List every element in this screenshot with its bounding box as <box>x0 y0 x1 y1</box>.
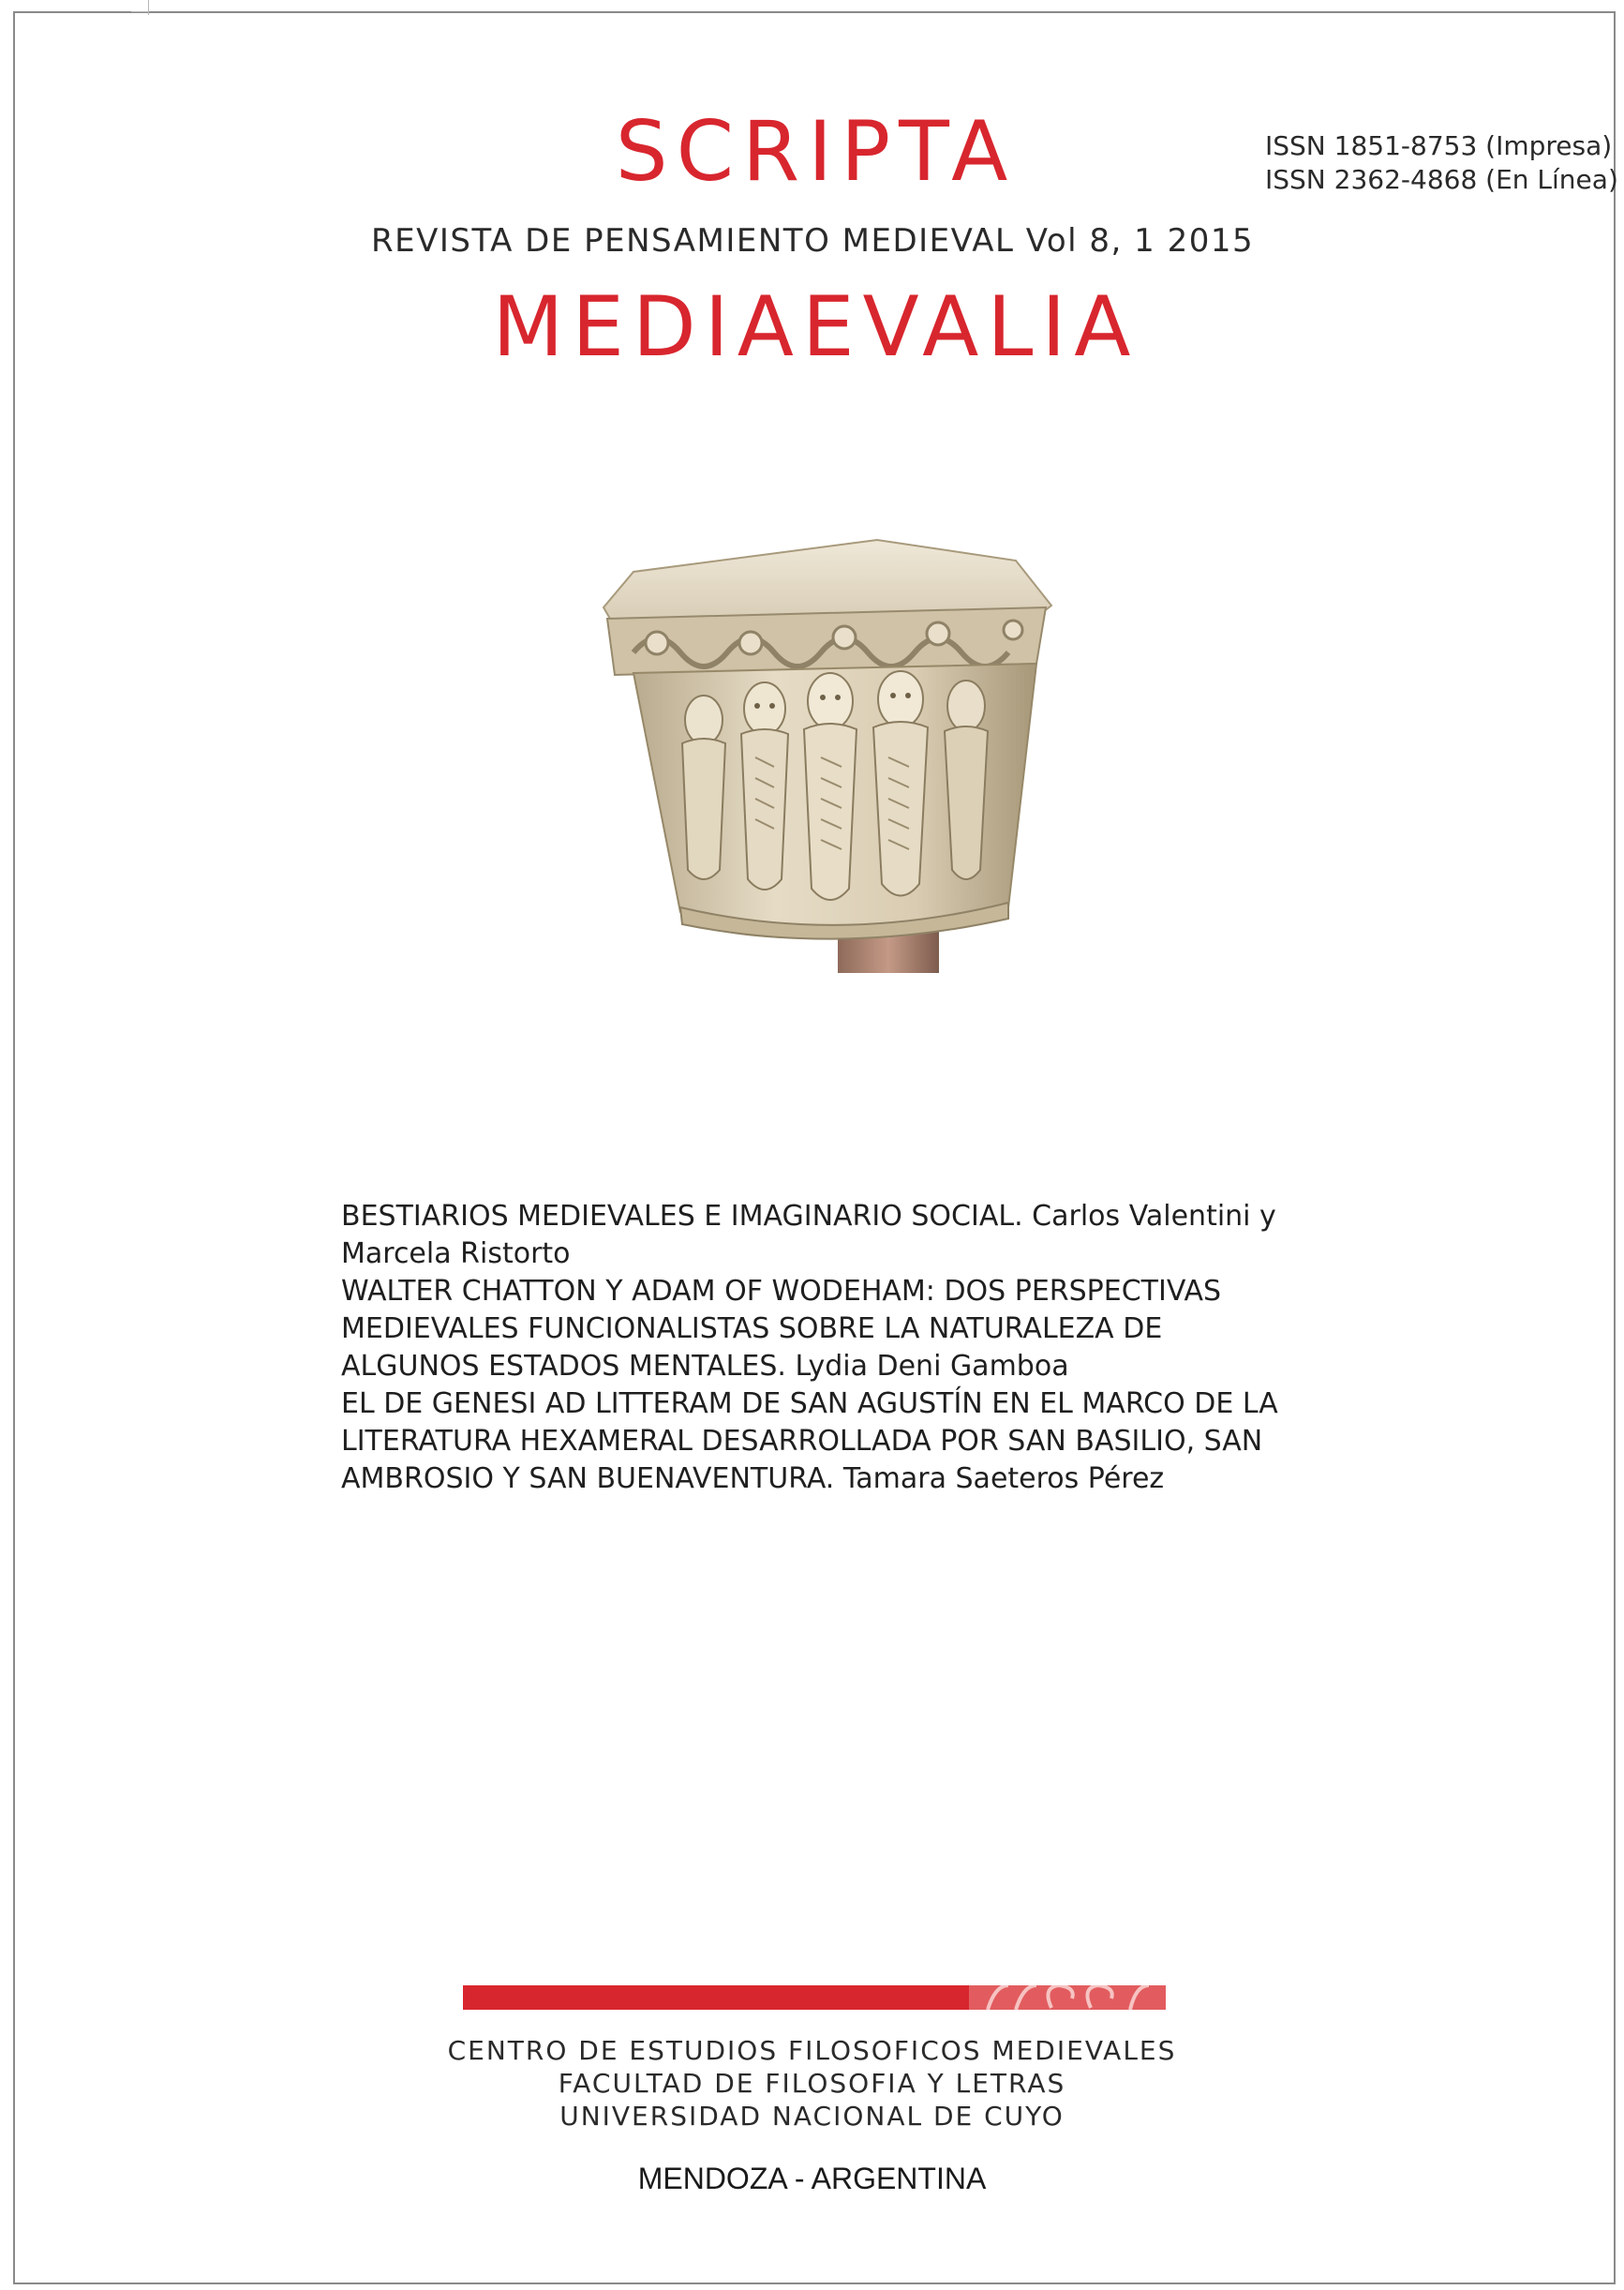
toc-entry <box>341 1385 1297 1498</box>
issn-print: ISSN 1851-8753 (Impresa) <box>1265 130 1613 161</box>
article-title: WALTER CHATTON Y ADAM OF WODEHAM: DOS PERSPECTIVAS MEDIEVALES FUNCIONALISTAS SOBRE LA NATURALEZA DE ALGUNOS ESTADOS MENTALES. <box>341 1275 1222 1383</box>
institution-university: UNIVERSIDAD NACIONAL DE CUYO <box>559 2101 1065 2132</box>
article-authors: Tamara Saeteros Pérez <box>842 1462 1165 1495</box>
issn-block <box>1265 129 1618 197</box>
journal-title-mediaevalia: MEDIAEVALIA <box>492 278 1140 375</box>
article-title: EL DE GENESI AD LITTERAM DE SAN AGUSTÍN EN EL MARCO DE LA LITERATURA HEXAMERAL DESARROLLADA POR SAN BASILIO, SAN AMBROSIO Y SAN BUENAVENTURA. <box>341 1387 1278 1495</box>
article-authors: Lydia Deni Gamboa <box>795 1350 1069 1383</box>
decorative-red-bar <box>463 1985 1166 2010</box>
journal-subtitle: REVISTA DE PENSAMIENTO MEDIEVAL Vol 8, 1 2015 <box>371 222 1255 260</box>
institution-faculty: FACULTAD DE FILOSOFIA Y LETRAS <box>558 2068 1066 2099</box>
journal-title-scripta: SCRIPTA <box>615 103 1017 200</box>
institution-center: CENTRO DE ESTUDIOS FILOSOFICOS MEDIEVALES <box>447 2035 1177 2066</box>
romanesque-capital-icon <box>596 532 1055 973</box>
toc-entry <box>341 1198 1297 1273</box>
article-title: BESTIARIOS MEDIEVALES E IMAGINARIO SOCIAL. <box>341 1200 1023 1233</box>
table-of-contents <box>341 1198 1297 1498</box>
toc-entry <box>341 1273 1297 1385</box>
publication-place: MENDOZA - ARGENTINA <box>637 2162 987 2195</box>
crop-mark <box>148 0 149 15</box>
article-authors: Carlos Valentini y Marcela Ristorto <box>341 1200 1276 1270</box>
crop-mark <box>131 11 148 12</box>
issn-online: ISSN 2362-4868 (En Línea) <box>1265 164 1618 195</box>
